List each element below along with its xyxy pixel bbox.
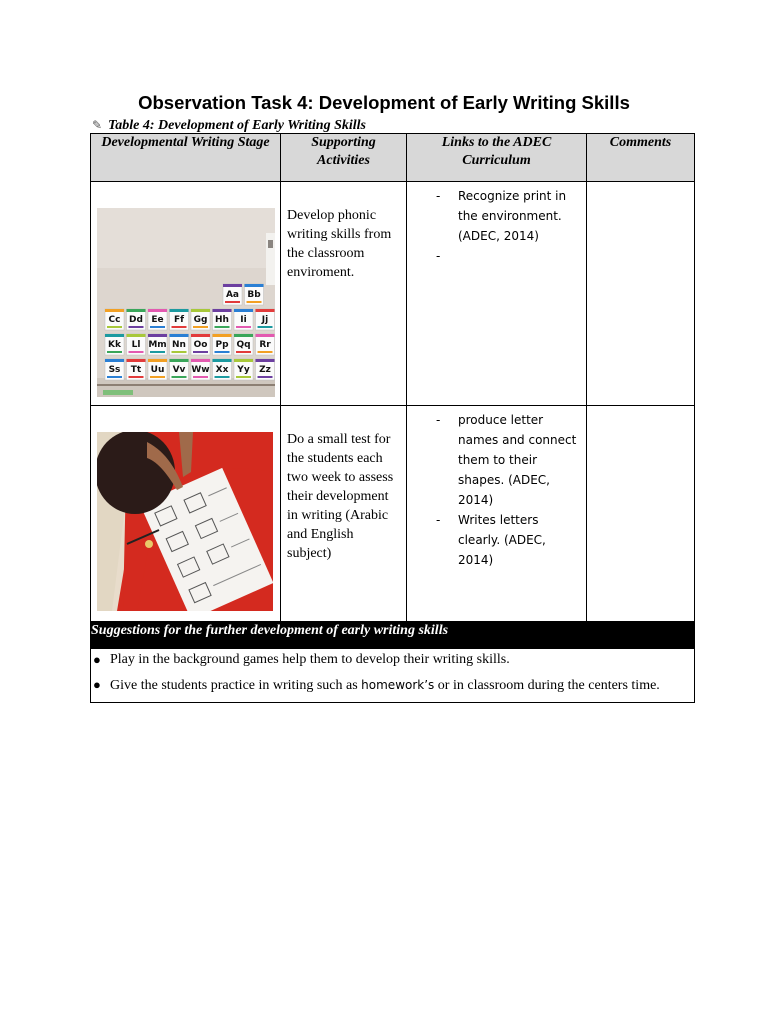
- alphabet-card: [148, 359, 167, 380]
- link-item-text: Recognize print in the environment. (ADEC, 2014): [458, 189, 567, 243]
- svg-text:Bb: Bb: [247, 290, 261, 300]
- activity-cell: [281, 406, 407, 622]
- link-item-text: produce letter names and connect them to their shapes. (ADEC, 2014): [458, 413, 577, 507]
- list-item: -: [436, 249, 441, 263]
- links-cell: [407, 406, 587, 622]
- alphabet-card: [148, 334, 167, 355]
- svg-text:Ee: Ee: [151, 315, 164, 325]
- svg-text:Hh: Hh: [215, 315, 229, 325]
- stage-image-cell: [91, 182, 281, 406]
- activity-text: Do a small test for the students each two week to assess their development in writing (Arabic and English subject): [287, 432, 394, 561]
- table-caption-text: Table 4: Development of Early Writing Skills: [108, 118, 366, 133]
- table-caption: [92, 118, 366, 134]
- svg-text:Ww: Ww: [191, 365, 210, 375]
- alphabet-card: [105, 359, 124, 380]
- alphabet-card: [127, 309, 146, 330]
- alphabet-card: [213, 359, 232, 380]
- svg-text:Zz: Zz: [259, 365, 271, 375]
- alphabet-card: [256, 359, 275, 380]
- links-cell: [407, 182, 587, 406]
- svg-text:Ii: Ii: [240, 315, 247, 325]
- comments-cell: [587, 406, 695, 622]
- suggestions-heading: Suggestions for the further development of early writing skills: [91, 622, 695, 649]
- svg-text:Kk: Kk: [108, 340, 121, 350]
- suggestion-text: Play in the background games help them to develop their writing skills.: [110, 652, 510, 667]
- bullet-icon: ●: [93, 677, 101, 692]
- svg-text:Rr: Rr: [259, 340, 271, 350]
- svg-text:Ss: Ss: [108, 365, 121, 375]
- alphabet-card: [170, 359, 189, 380]
- alphabet-card: [191, 334, 210, 355]
- alphabet-card: [170, 309, 189, 330]
- alphabet-card: [245, 284, 264, 305]
- alphabet-card: [170, 334, 189, 355]
- svg-text:Tt: Tt: [130, 365, 142, 375]
- svg-text:Mm: Mm: [148, 340, 167, 350]
- activity-text: Develop phonic writing skills from the classroom enviroment.: [287, 208, 392, 280]
- svg-text:Xx: Xx: [215, 365, 229, 375]
- alphabet-wall-photo: [97, 208, 275, 397]
- svg-text:Dd: Dd: [129, 315, 143, 325]
- svg-text:Nn: Nn: [172, 340, 186, 350]
- suggestion-text: or in classroom during the centers time.: [434, 678, 660, 693]
- alphabet-card: [148, 309, 167, 330]
- alphabet-card: [256, 309, 275, 330]
- header-links-adec: Links to the ADEC Curriculum: [407, 134, 587, 182]
- activity-cell: [281, 182, 407, 406]
- svg-text:Aa: Aa: [225, 290, 240, 300]
- list-item: [91, 651, 694, 669]
- svg-text:Qq: Qq: [236, 340, 251, 350]
- header-developmental-writing-stage: Developmental Writing Stage: [91, 134, 281, 182]
- list-item: - Writes letters clearly. (ADEC, 2014): [436, 513, 546, 567]
- alphabet-card: [127, 334, 146, 355]
- alphabet-card: [234, 359, 253, 380]
- suggestions-header-row: [91, 622, 695, 649]
- list-item: [91, 676, 694, 695]
- alphabet-card: [234, 334, 253, 355]
- svg-text:Jj: Jj: [261, 315, 269, 325]
- alphabet-card: [256, 334, 275, 355]
- alphabet-card: [105, 334, 124, 355]
- alphabet-card: [213, 334, 232, 355]
- pencil-icon: ✎: [92, 118, 103, 132]
- svg-text:Pp: Pp: [215, 340, 229, 350]
- list-item: - Recognize print in the environment. (ADEC, 2014): [436, 189, 567, 243]
- alphabet-card: [234, 309, 253, 330]
- bullet-icon: ●: [93, 652, 101, 667]
- svg-text:Vv: Vv: [172, 365, 186, 375]
- alphabet-card: [105, 309, 124, 330]
- stage-image-cell: [91, 406, 281, 622]
- table-row: [91, 182, 695, 406]
- svg-text:Gg: Gg: [193, 315, 208, 325]
- header-comments: Comments: [587, 134, 695, 182]
- student-writing-photo: [97, 432, 273, 611]
- observation-table: [90, 133, 695, 703]
- suggestions-cell: [91, 649, 695, 703]
- alphabet-card: [213, 309, 232, 330]
- document-title: Observation Task 4: Development of Early Writing Skills: [138, 92, 630, 113]
- alphabet-card: [191, 309, 210, 330]
- svg-text:Uu: Uu: [150, 365, 165, 375]
- svg-text:Ll: Ll: [131, 340, 141, 350]
- suggestion-word: homework’s: [361, 678, 435, 692]
- suggestion-text: Give the students practice in writing such as: [110, 678, 362, 693]
- suggestions-row: [91, 649, 695, 703]
- alphabet-card: [223, 284, 242, 305]
- alphabet-card: [127, 359, 146, 380]
- list-item: - produce letter names and connect them to their shapes. (ADEC, 2014): [436, 413, 577, 507]
- header-supporting-activities: Supporting Activities: [281, 134, 407, 182]
- alphabet-card: [191, 359, 210, 380]
- svg-text:Oo: Oo: [193, 340, 208, 350]
- link-item-text: Writes letters clearly. (ADEC, 2014): [458, 513, 546, 567]
- table-header-row: [91, 134, 695, 182]
- comments-cell: [587, 182, 695, 406]
- table-row: [91, 406, 695, 622]
- svg-text:Ff: Ff: [173, 315, 185, 325]
- svg-text:Yy: Yy: [237, 365, 250, 375]
- svg-text:Cc: Cc: [108, 315, 121, 325]
